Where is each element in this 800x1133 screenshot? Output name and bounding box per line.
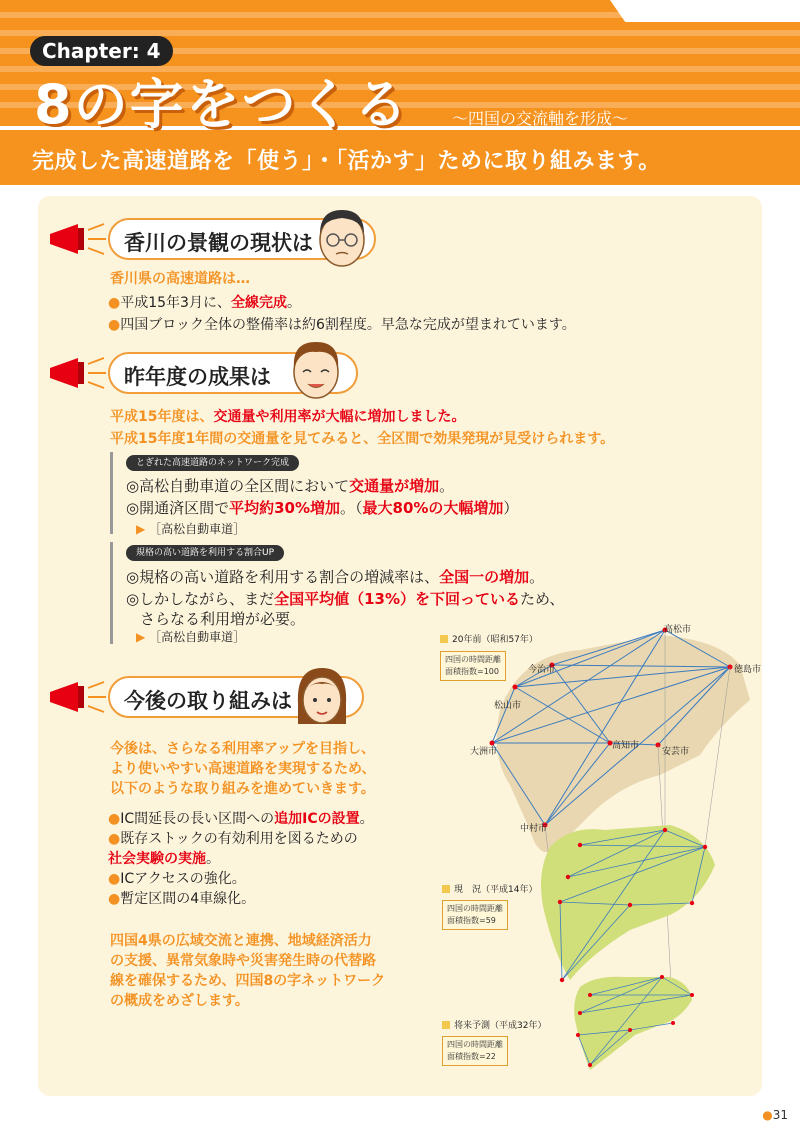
closing-line-1: 四国4県の広域交流と連携、地域経済活力 [110,933,372,949]
section2-lead-1: 平成15年度は、交通量や利用率が大幅に増加しました。 [110,409,466,425]
city-label: 中村市 [520,824,548,834]
block2-line-1: ◎規格の高い道路を利用する割合の増減率は、全国一の増加。 [126,568,545,586]
man-glasses-face-icon [312,204,372,268]
city-label: 今治市 [528,665,556,675]
section3-bullet-4: ●暫定区間の4車線化。 [108,891,256,907]
section3-lead-3: 以下のような取り組みを進めていきます。 [110,781,375,797]
city-label: 高松市 [664,625,692,635]
section3-bullet-1: ●IC間延長の長い区間への追加ICの設置。 [108,811,374,827]
block-divider [110,452,113,534]
shikoku-time-distance-maps [430,615,770,1085]
smiling-boy-face-icon [286,336,346,400]
page-title: 8の字をつくる [34,73,410,136]
emphasis-text: 交通量や利用率が大幅に増加しました。 [213,409,466,425]
map3-label: 将来予測（平成32年） [442,1018,546,1031]
block2-line-3: さらなる利用増が必要。 [140,610,306,628]
map3-index-box: 四国の時間距離 面積指数=22 [442,1036,508,1066]
page-tagline: 完成した高速道路を「使う」・「活かす」ために取り組みます。 [32,149,661,174]
city-label: 高知市 [612,741,640,751]
section3-lead-2: より使いやすい高速道路を実現するため、 [110,761,376,777]
block1-line-2: ◎開通済区間で平均約30%増加。（最大80%の大幅増加） [126,499,519,517]
block1-pill: とぎれた高速道路のネットワーク完成 [126,455,299,471]
map1-index-box: 四国の時間距離 面積指数=100 [440,651,506,681]
corner-tab [610,0,800,22]
section3-bullet-2-cont: 社会実験の実施。 [108,851,220,867]
section1-bullet-1: ●平成15年3月に、全線完成。 [108,295,301,311]
section1-lead: 香川県の高速道路は… [110,271,250,287]
block1-reference: ▶ ［高松自動車道］ [136,522,246,536]
city-label: 松山市 [494,701,522,711]
section3-bullet-3: ●ICアクセスの強化。 [108,871,246,887]
map2-index-box: 四国の時間距離 面積指数=59 [442,900,508,930]
megaphone-icon [48,222,108,256]
closing-line-2: の支援、異常気象時や災害発生時の代替路 [110,953,376,969]
block2-pill: 規格の高い道路を利用する割合UP [126,545,284,561]
page-number: ●31 [762,1108,788,1122]
section1-bullet-2: ●四国ブロック全体の整備率は約6割程度。早急な完成が望まれています。 [108,317,576,333]
section2-lead-2: 平成15年度1年間の交通量を見てみると、全区間で効果発現が見受けられます。 [110,431,615,447]
map1-label: 20年前（昭和57年） [440,632,538,645]
woman-face-icon [292,664,352,728]
section3-bullet-2: ●既存ストックの有効利用を図るための [108,831,358,847]
section-title: 昨年度の成果は [124,365,271,389]
city-label: 徳島市 [734,665,762,675]
emphasis-text: 全線完成 [230,295,287,311]
map2-label: 現 況（平成14年） [442,882,537,895]
section3-lead-1: 今後は、さらなる利用率アップを目指し、 [110,741,376,757]
header-band [0,0,800,185]
megaphone-icon [48,356,108,390]
block2-line-2: ◎しかしながら、まだ全国平均値（13%）を下回っているため、 [126,590,565,608]
section-title: 今後の取り組みは [124,689,292,713]
section-title: 香川の景観の現状は [124,231,313,255]
closing-line-4: の概成をめざします。 [110,993,249,1009]
megaphone-icon [48,680,108,714]
city-label: 大洲市 [470,747,498,757]
block1-line-1: ◎高松自動車道の全区間において交通量が増加。 [126,477,455,495]
chapter-label: Chapter: 4 [30,36,173,66]
city-label: 安芸市 [662,747,690,757]
page-subtitle: ～四国の交流軸を形成～ [452,109,629,128]
block-divider [110,542,113,644]
closing-line-3: 線を確保するため、四国8の字ネットワーク [110,973,386,989]
block2-reference: ▶ ［高松自動車道］ [136,630,246,644]
